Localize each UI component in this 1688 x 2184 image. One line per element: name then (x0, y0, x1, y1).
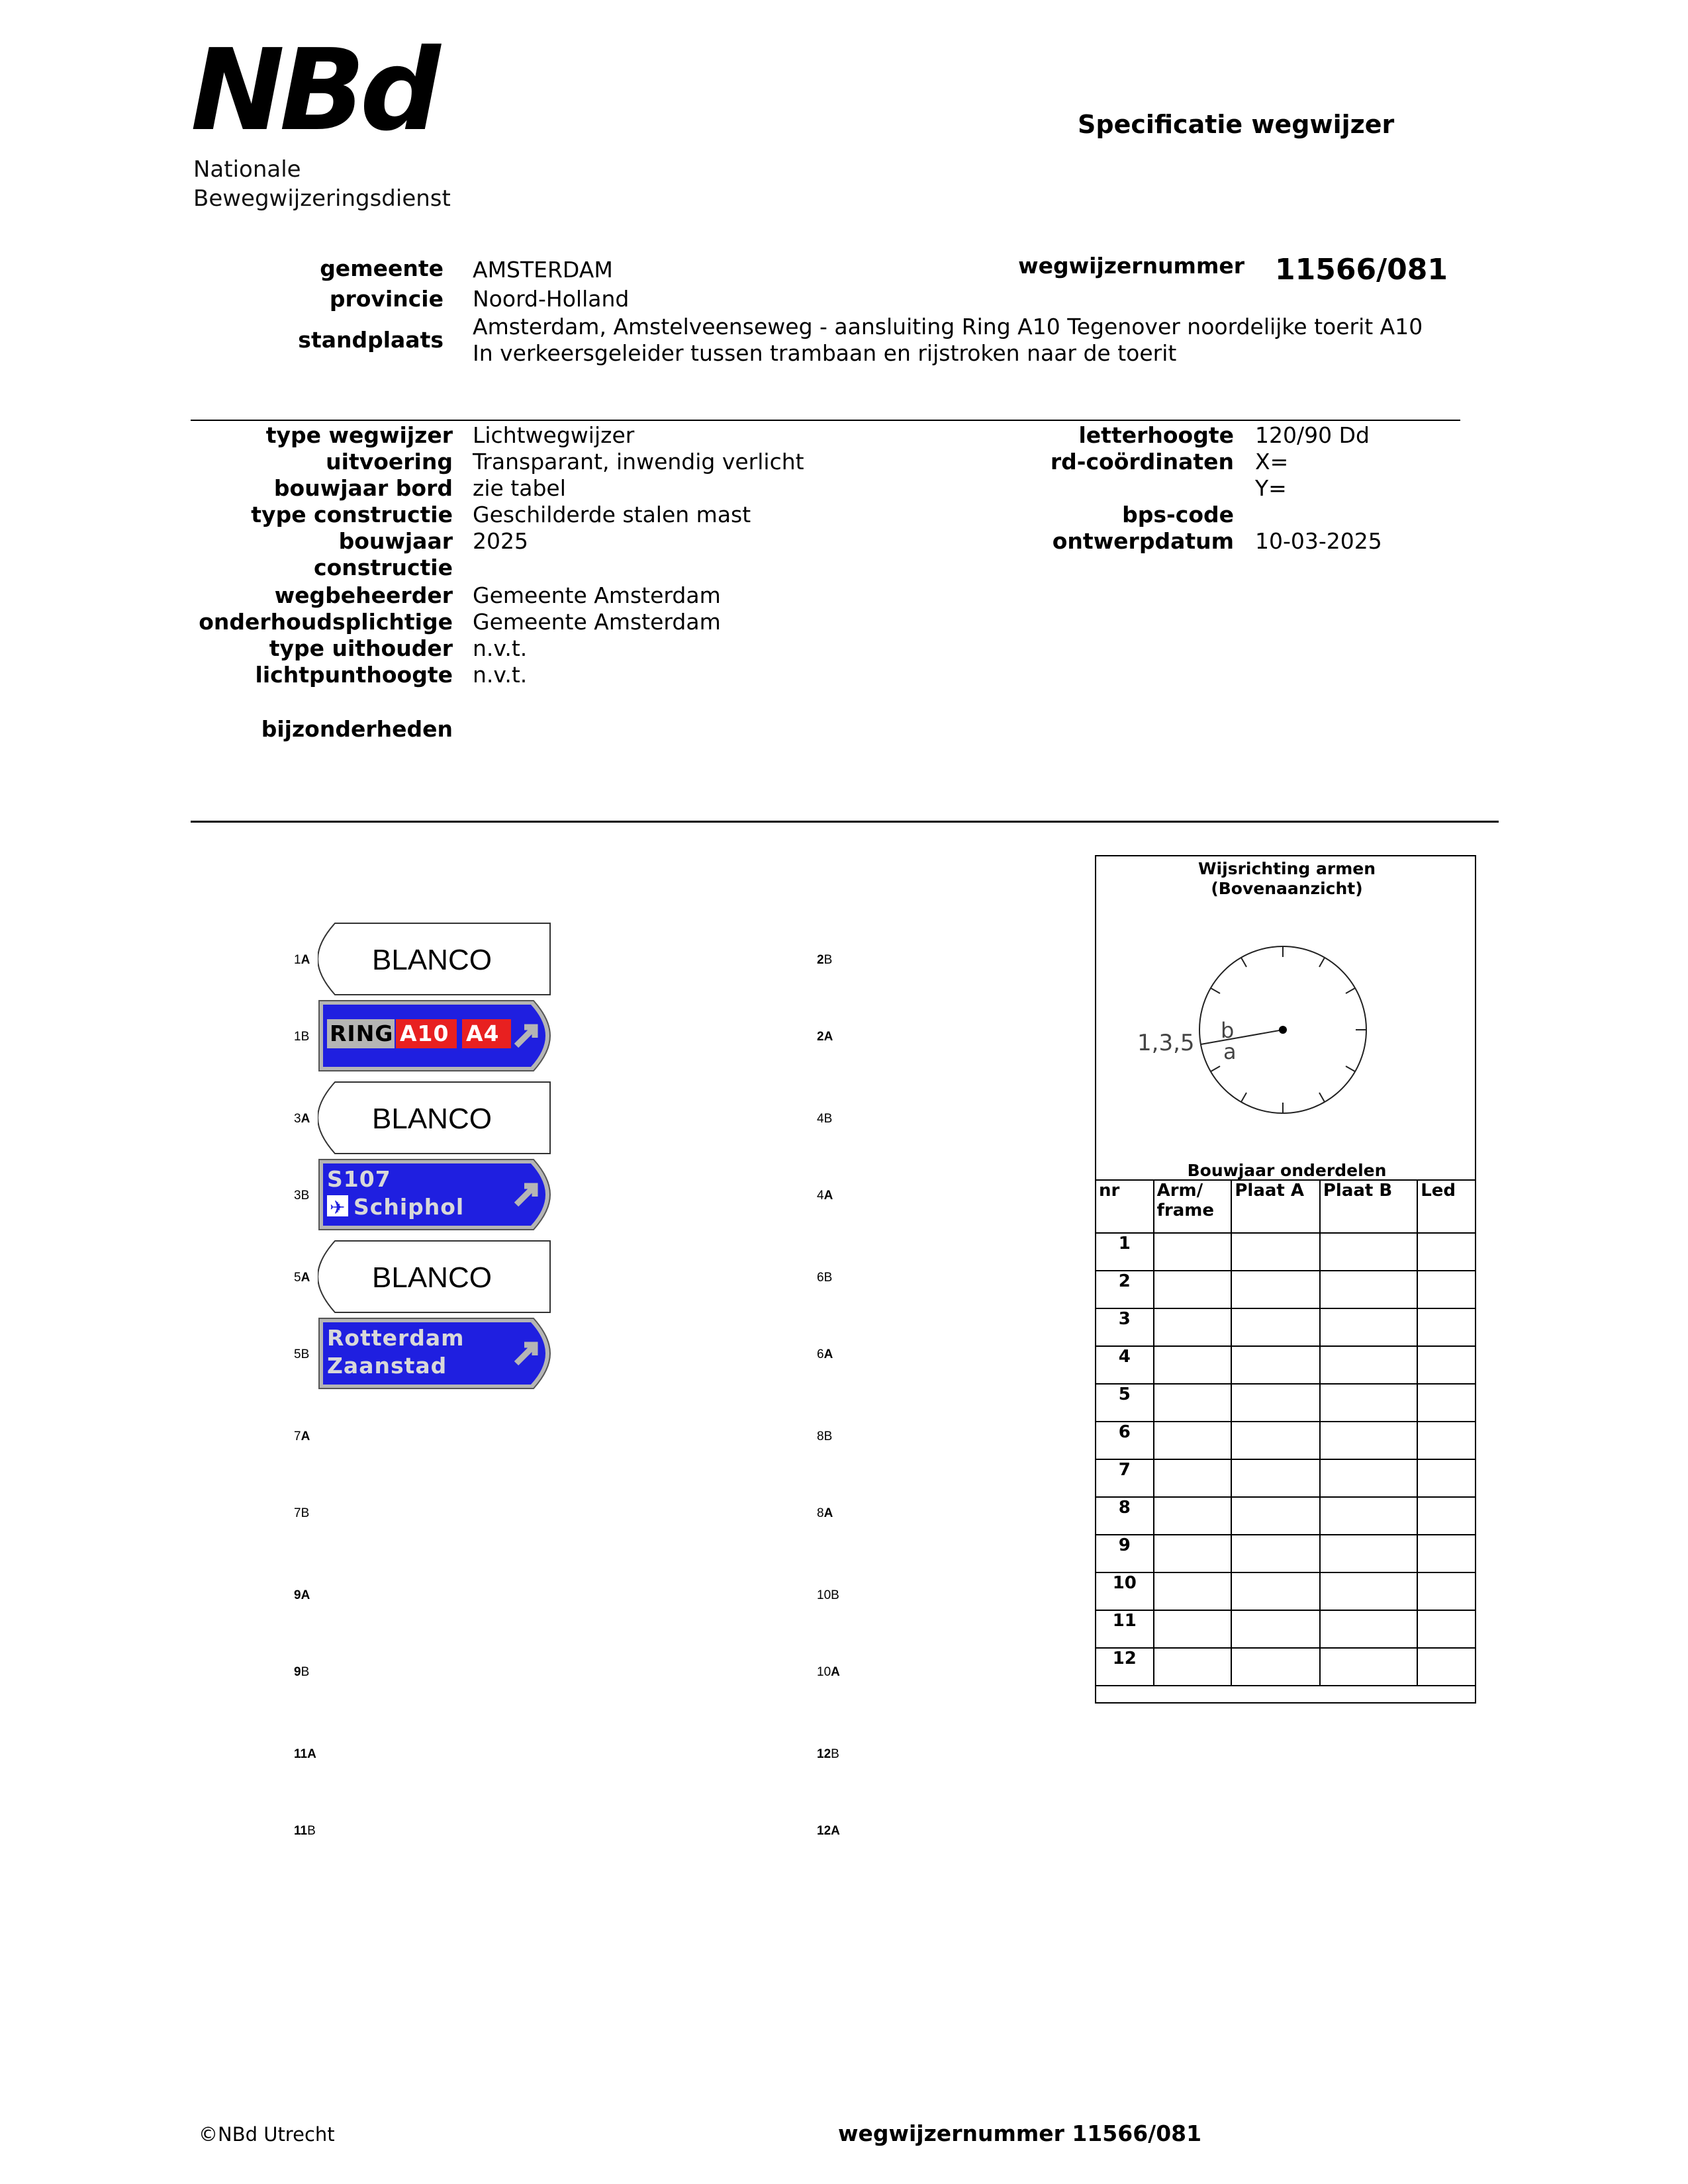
wegbeheerder-label: wegbeheerder (274, 582, 453, 608)
wegbeheerder-value: Gemeente Amsterdam (473, 582, 721, 608)
dial-label: 1,3,5 (1137, 1030, 1195, 1056)
a10-text: A10 (400, 1021, 449, 1046)
column-header: Plaat B (1320, 1180, 1417, 1233)
rd-coordinaten-label: rd-coördinaten (1050, 449, 1234, 475)
provincie-value: Noord-Holland (473, 286, 630, 312)
row-number: 12 (1096, 1648, 1154, 1686)
slot-label: 11A (294, 1747, 316, 1761)
cell (1320, 1346, 1417, 1384)
logo-line-2: Bewegwijzeringsdienst (193, 185, 451, 212)
slot-label: 7B (294, 1506, 310, 1520)
standplaats-line-2: In verkeersgeleider tussen trambaan en rijstroken naar de toerit (473, 340, 1177, 366)
slot-label: 7A (294, 1430, 310, 1443)
bps-code-label: bps-code (1122, 502, 1234, 527)
table-row (1096, 1271, 1476, 1308)
cell (1320, 1459, 1417, 1497)
destination-text: Rotterdam (327, 1325, 465, 1351)
table-header-row (1096, 1180, 1476, 1233)
cell (1320, 1422, 1417, 1459)
cell (1320, 1648, 1417, 1686)
cell (1231, 1459, 1320, 1497)
table-row (1096, 1384, 1476, 1422)
airplane-icon: ✈ (330, 1197, 346, 1218)
lichtpunthoogte-label: lichtpunthoogte (255, 662, 453, 688)
type-uithouder-value: n.v.t. (473, 635, 528, 661)
destination-text: Zaanstad (327, 1353, 447, 1379)
table-row (1096, 1346, 1476, 1384)
cell (1154, 1610, 1232, 1648)
cell (1231, 1233, 1320, 1271)
cell (1231, 1384, 1320, 1422)
slot-label: 3A (294, 1112, 310, 1126)
bouwjaar-bord-label: bouwjaar bord (273, 475, 453, 501)
row-number: 2 (1096, 1271, 1154, 1308)
wegwijzernummer-value: 11566/081 (1275, 253, 1448, 287)
cell (1231, 1572, 1320, 1610)
dial-label-b: b (1221, 1018, 1235, 1043)
cell (1154, 1346, 1232, 1384)
table-row (1096, 1233, 1476, 1271)
slot-label: 8A (817, 1506, 833, 1520)
slot-label: 10B (817, 1588, 839, 1602)
gemeente-label: gemeente (320, 255, 444, 281)
panel-subtitle: (Bovenaanzicht) (1211, 879, 1363, 898)
cell (1320, 1497, 1417, 1535)
type-uithouder-label: type uithouder (269, 635, 453, 661)
sign-text: BLANCO (372, 1261, 492, 1294)
letterhoogte-label: letterhoogte (1078, 422, 1234, 448)
logo-line-1: Nationale (193, 156, 301, 183)
slot-label: 5B (294, 1347, 310, 1361)
table-row (1096, 1572, 1476, 1610)
route-number-text: S107 (327, 1166, 391, 1192)
bouwjaar-constructie-value: 2025 (473, 528, 528, 554)
column-header: Arm/ frame (1154, 1180, 1232, 1233)
slot-label: 8B (817, 1430, 833, 1443)
type-wegwijzer-value: Lichtwegwijzer (473, 422, 635, 448)
cell (1154, 1459, 1232, 1497)
dial-label-a: a (1223, 1039, 1237, 1064)
cell (1154, 1497, 1232, 1535)
slot-label: 2A (817, 1030, 833, 1044)
column-header: Plaat A (1231, 1180, 1320, 1233)
cell (1417, 1572, 1476, 1610)
cell (1417, 1459, 1476, 1497)
row-number: 3 (1096, 1308, 1154, 1346)
slot-label: 9A (294, 1588, 310, 1602)
cell (1231, 1422, 1320, 1459)
destination-text: Schiphol (353, 1194, 465, 1220)
provincie-label: provincie (329, 286, 444, 312)
slot-label: 9B (294, 1665, 310, 1679)
cell (1320, 1572, 1417, 1610)
bouwjaar-constructie-label: bouwjaar (338, 528, 453, 554)
cell (1231, 1648, 1320, 1686)
type-constructie-value: Geschilderde stalen mast (473, 502, 751, 527)
row-number: 9 (1096, 1535, 1154, 1572)
cell (1154, 1648, 1232, 1686)
sign-1b-ring (318, 999, 551, 1072)
bouwjaar-bord-value: zie tabel (473, 475, 566, 501)
cell (1154, 1271, 1232, 1308)
cell (1417, 1610, 1476, 1648)
cell (1417, 1271, 1476, 1308)
gemeente-value: AMSTERDAM (473, 257, 613, 283)
bijzonderheden-label: bijzonderheden (261, 716, 453, 742)
sign-3b-schiphol (318, 1158, 551, 1231)
document-title: Specificatie wegwijzer (1078, 110, 1395, 139)
cell (1231, 1308, 1320, 1346)
type-constructie-label: type constructie (251, 502, 453, 527)
cell (1320, 1535, 1417, 1572)
slot-label: 4A (817, 1189, 833, 1203)
uitvoering-value: Transparant, inwendig verlicht (473, 449, 804, 475)
slot-label: 12B (817, 1747, 839, 1761)
cell (1417, 1346, 1476, 1384)
standplaats-line-1: Amsterdam, Amstelveenseweg - aansluiting Ring A10 Tegenover noordelijke toerit A10 (473, 314, 1423, 340)
sign-5a-blanco (318, 1240, 551, 1313)
slot-label: 11B (294, 1824, 316, 1838)
row-number: 8 (1096, 1497, 1154, 1535)
slot-label: 4B (817, 1112, 833, 1126)
ontwerpdatum-value: 10-03-2025 (1255, 528, 1382, 554)
cell (1154, 1308, 1232, 1346)
letterhoogte-value: 120/90 Dd (1255, 422, 1370, 448)
row-number: 7 (1096, 1459, 1154, 1497)
slot-label: 5A (294, 1271, 310, 1285)
row-number: 11 (1096, 1610, 1154, 1648)
panel-title: Wijsrichting armen (1197, 859, 1376, 878)
cell (1154, 1535, 1232, 1572)
cell (1417, 1497, 1476, 1535)
row-number: 5 (1096, 1384, 1154, 1422)
rd-coordinaten-y: Y= (1255, 475, 1287, 501)
bouwjaar-table (1095, 1179, 1476, 1686)
type-wegwijzer-label: type wegwijzer (265, 422, 453, 448)
row-number: 1 (1096, 1233, 1154, 1271)
row-number: 10 (1096, 1572, 1154, 1610)
cell (1154, 1572, 1232, 1610)
cell (1154, 1384, 1232, 1422)
cell (1320, 1610, 1417, 1648)
column-header: nr (1096, 1180, 1154, 1233)
cell (1154, 1233, 1232, 1271)
table-row (1096, 1497, 1476, 1535)
cell (1231, 1535, 1320, 1572)
wegwijzernummer-label: wegwijzernummer (1018, 253, 1244, 279)
bouwjaar-constructie-label-2: constructie (314, 555, 453, 580)
slot-label: 12A (817, 1824, 840, 1838)
slot-label: 1B (294, 1030, 310, 1044)
nbd-logo: NBd (191, 25, 436, 156)
lichtpunthoogte-value: n.v.t. (473, 662, 528, 688)
cell (1231, 1610, 1320, 1648)
ring-text: RING (330, 1021, 394, 1046)
table-row (1096, 1535, 1476, 1572)
cell (1320, 1271, 1417, 1308)
slot-label: 6A (817, 1347, 833, 1361)
divider-top (191, 420, 1460, 421)
cell (1320, 1308, 1417, 1346)
cell (1417, 1308, 1476, 1346)
sign-5b-rotterdam (318, 1317, 551, 1390)
slot-label: 10A (817, 1665, 840, 1679)
cell (1231, 1271, 1320, 1308)
table-title: Bouwjaar onderdelen (1187, 1161, 1387, 1180)
footer-copyright: ©NBd Utrecht (199, 2123, 335, 2146)
table-row (1096, 1459, 1476, 1497)
cell (1417, 1648, 1476, 1686)
slot-label: 6B (817, 1271, 833, 1285)
a4-text: A4 (466, 1021, 500, 1046)
sign-1a-blanco (318, 923, 551, 995)
column-header: Led (1417, 1180, 1476, 1233)
onderhoudsplichtige-label: onderhoudsplichtige (199, 609, 453, 635)
rd-coordinaten-x: X= (1255, 449, 1289, 475)
sign-text: BLANCO (372, 1103, 492, 1135)
dial-diagram (1096, 856, 1477, 1187)
slot-label: 3B (294, 1189, 310, 1203)
onderhoudsplichtige-value: Gemeente Amsterdam (473, 609, 721, 635)
sign-text: BLANCO (372, 944, 492, 976)
cell (1417, 1233, 1476, 1271)
table-row (1096, 1422, 1476, 1459)
row-number: 6 (1096, 1422, 1154, 1459)
cell (1231, 1497, 1320, 1535)
cell (1417, 1535, 1476, 1572)
table-row (1096, 1308, 1476, 1346)
cell (1417, 1422, 1476, 1459)
cell (1154, 1422, 1232, 1459)
row-number: 4 (1096, 1346, 1154, 1384)
standplaats-label: standplaats (298, 327, 444, 353)
table-row (1096, 1648, 1476, 1686)
cell (1231, 1346, 1320, 1384)
uitvoering-label: uitvoering (326, 449, 453, 475)
cell (1417, 1384, 1476, 1422)
cell (1320, 1384, 1417, 1422)
slot-label: 1A (294, 953, 310, 967)
ontwerpdatum-label: ontwerpdatum (1052, 528, 1234, 554)
footer-wegwijzernummer: wegwijzernummer 11566/081 (838, 2120, 1202, 2146)
sign-3a-blanco (318, 1081, 551, 1154)
cell (1320, 1233, 1417, 1271)
slot-label: 2B (817, 953, 833, 967)
table-row (1096, 1610, 1476, 1648)
divider-bottom (191, 821, 1499, 823)
